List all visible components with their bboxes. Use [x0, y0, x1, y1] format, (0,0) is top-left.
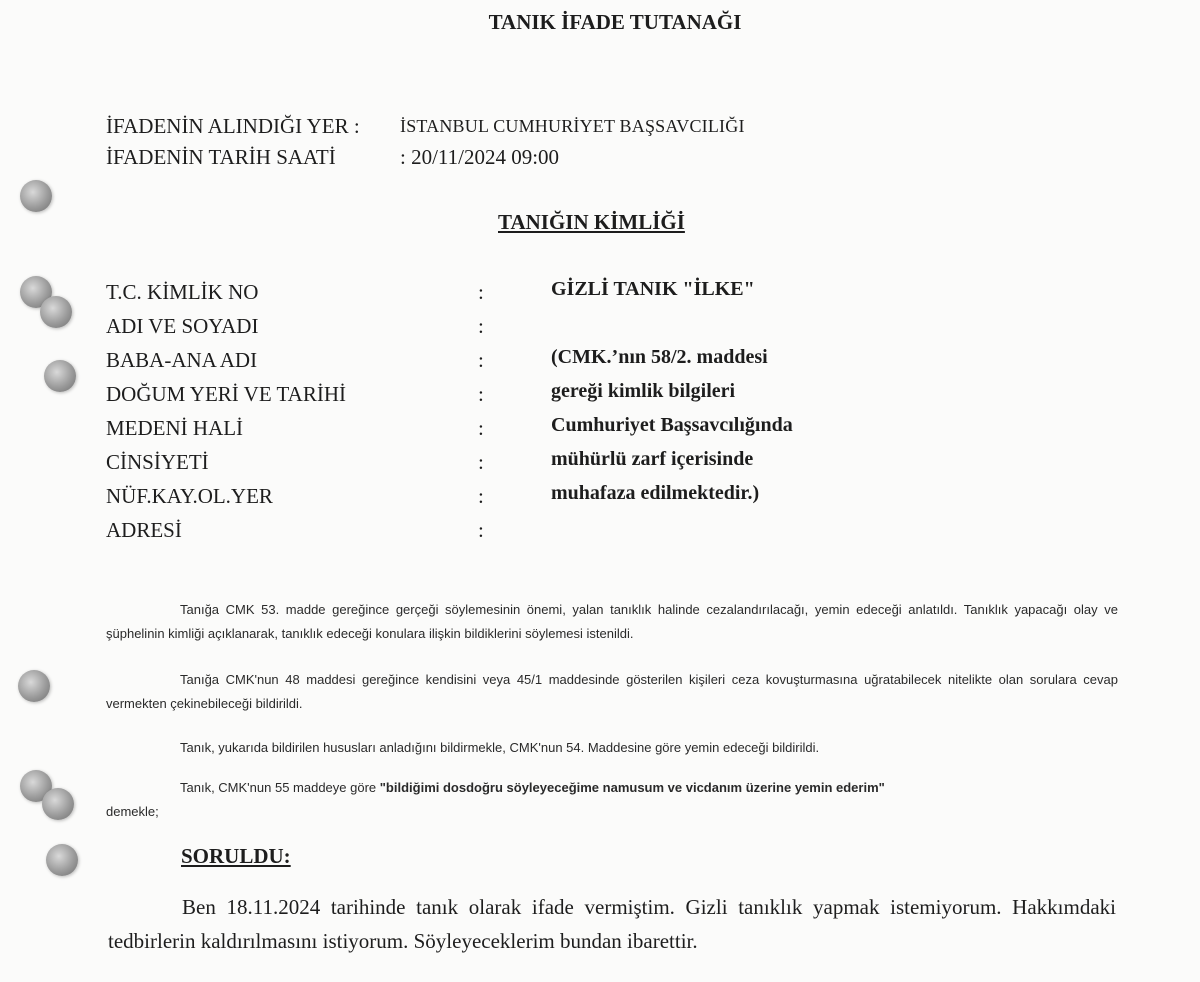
id-colon: :: [478, 416, 484, 440]
punch-hole: [40, 296, 72, 328]
id-label-birth: DOĞUM YERİ VE TARİHİ: [106, 382, 347, 406]
id-value-gender: mühürlü zarf içerisinde: [551, 448, 754, 470]
punch-hole: [18, 670, 50, 702]
datetime-value: : 20/11/2024 09:00: [400, 145, 560, 169]
id-label-name: ADI VE SOYADI: [106, 314, 259, 338]
document-title: TANIK İFADE TUTANAĞI: [488, 10, 742, 34]
id-label-registry: NÜF.KAY.OL.YER: [106, 484, 273, 508]
punch-hole: [44, 360, 76, 392]
paragraph-text: Tanık, CMK'nun 55 maddeye göre: [180, 780, 380, 795]
questioned-title: SORULDU:: [181, 844, 291, 868]
oath-quote: "bildiğimi dosdoğru söyleyeceğime namusum ve vicdanım üzerine yemin ederim": [379, 780, 885, 795]
id-label-parents: BABA-ANA ADI: [106, 348, 258, 372]
paragraph-refusal-right: [106, 668, 1118, 716]
id-colon: :: [478, 348, 484, 372]
punch-hole: [42, 788, 74, 820]
id-value-birth: gereği kimlik bilgileri: [551, 380, 736, 402]
id-label-gender: CİNSİYETİ: [106, 450, 209, 474]
paragraph-oath-info: [106, 598, 1118, 646]
id-label-marital: MEDENİ HALİ: [106, 416, 244, 440]
paragraph-text: Tanık, yukarıda bildirilen hususları anladığını bildirmekle, CMK'nun 54. Maddesine göre yemin edeceği bildirildi.: [180, 740, 820, 755]
identity-section-title: TANIĞIN KİMLİĞİ: [498, 210, 685, 234]
id-colon: :: [478, 484, 484, 508]
paragraph-text: Tanığa CMK 53. madde gereğince gerçeği söylemesinin önemi, yalan tanıklık halinde cezalandırılacağı, yemin edeceği anlatıldı. Tanıklık yapacağı olay ve şüphelinin kimliği açıklanarak, tanıklık edeceği konulara ilişkin bildiklerini söylemesi istenildi.: [106, 602, 1118, 641]
datetime-label: İFADENİN TARİH SAATİ: [106, 145, 336, 169]
id-value-tc: GİZLİ TANIK "İLKE": [551, 278, 755, 300]
id-value-marital: Cumhuriyet Başsavcılığında: [551, 414, 793, 436]
paragraph-text: Tanığa CMK'nun 48 maddesi gereğince kendisini veya 45/1 maddesinde gösterilen kişileri ceza kovuşturmasına uğratabilecek nitelikte olan sorulara cevap vermekten çekinebileceği bildirildi.: [106, 672, 1118, 711]
id-colon: :: [478, 382, 484, 406]
id-value-parents: (CMK.’nın 58/2. maddesi: [551, 346, 768, 368]
id-label-address: ADRESİ: [106, 518, 182, 542]
location-value: İSTANBUL CUMHURİYET BAŞSAVCILIĞI: [400, 116, 745, 136]
id-colon: :: [478, 314, 484, 338]
paragraph-oath: [106, 776, 1118, 824]
id-colon: :: [478, 518, 484, 542]
id-value-registry: muhafaza edilmektedir.): [551, 482, 760, 504]
paragraph-text: demekle;: [106, 804, 159, 819]
location-label: İFADENİN ALINDIĞI YER :: [106, 114, 360, 138]
punch-hole: [46, 844, 78, 876]
id-colon: :: [478, 280, 484, 304]
punch-hole: [20, 180, 52, 212]
witness-answer: [108, 890, 1116, 958]
paragraph-understood: [106, 736, 1118, 760]
id-colon: :: [478, 450, 484, 474]
id-label-tc: T.C. KİMLİK NO: [106, 280, 259, 304]
answer-text: Ben 18.11.2024 tarihinde tanık olarak ifade vermiştim. Gizli tanıklık yapmak istemiyorum. Hakkımdaki tedbirlerin kaldırılmasını istiyorum. Söyleyeceklerim bundan ibarettir.: [108, 895, 1116, 953]
